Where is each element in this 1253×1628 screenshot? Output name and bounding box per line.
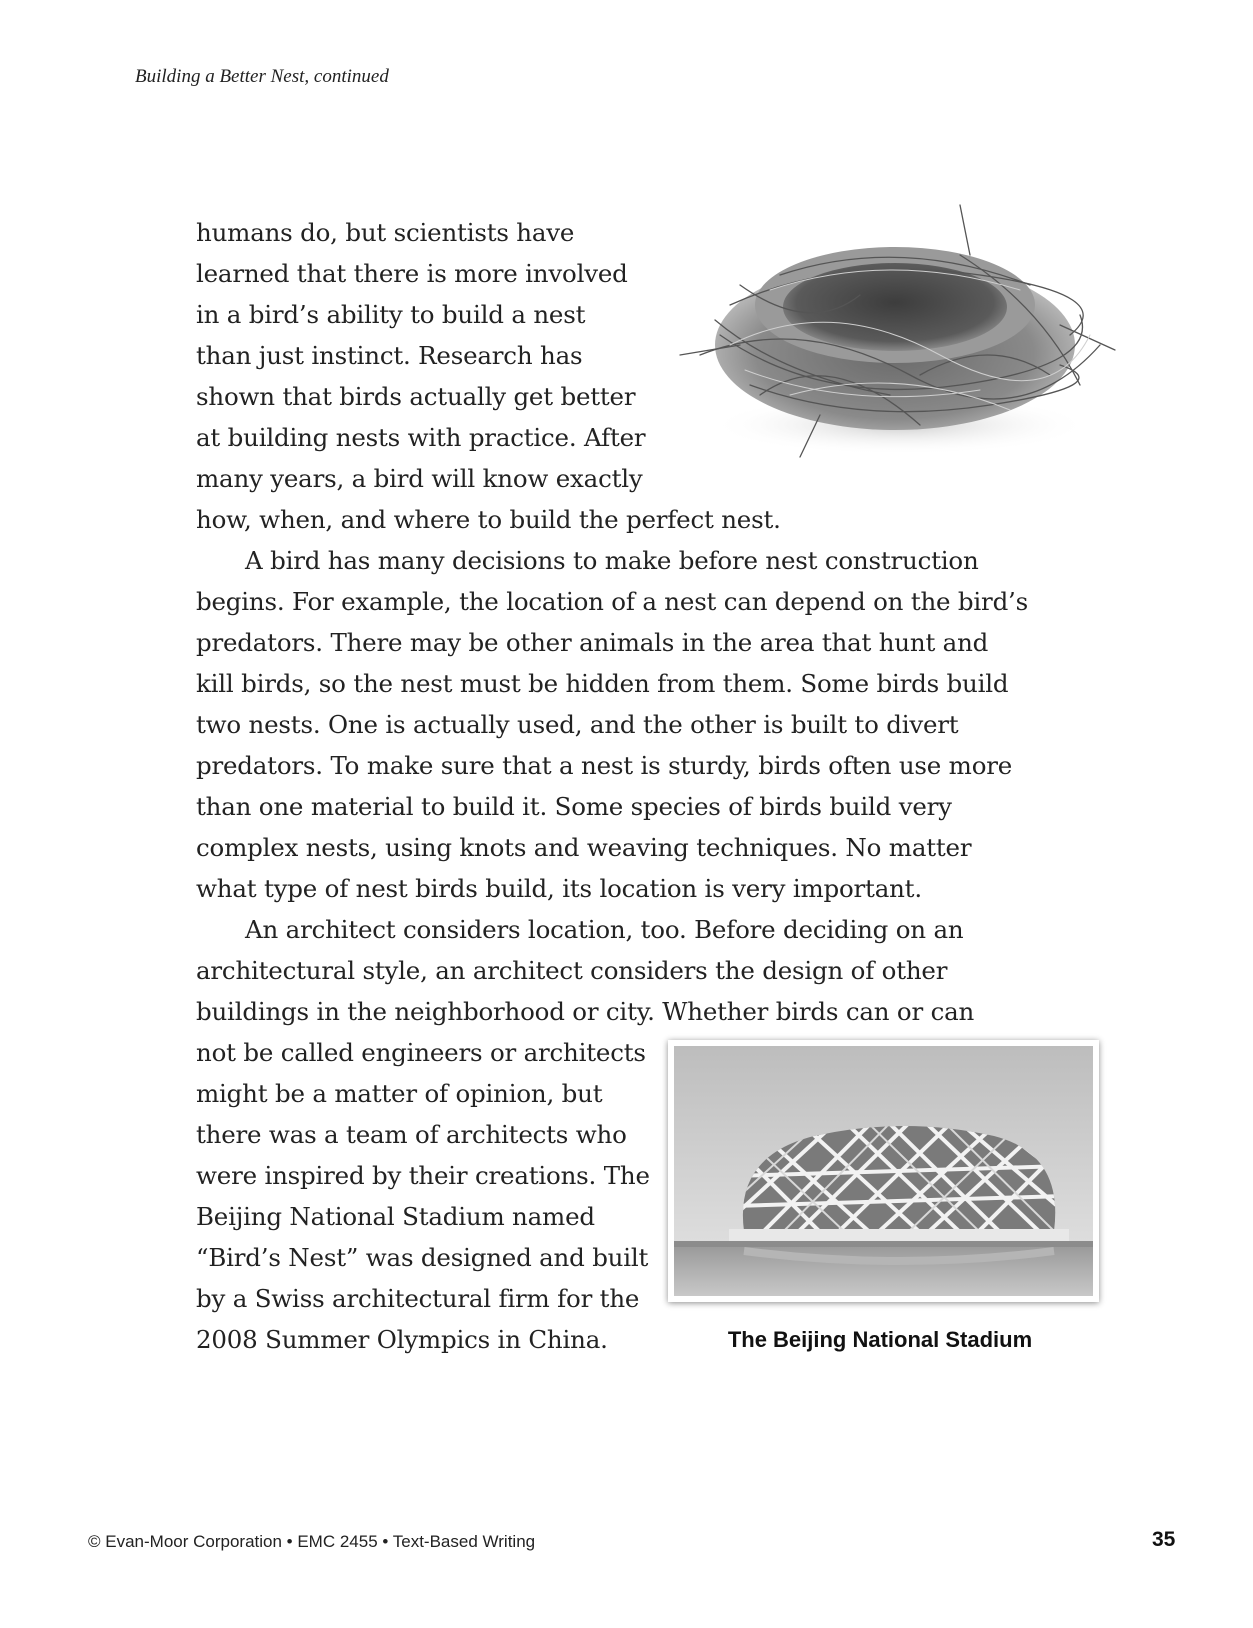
text-line: buildings in the neighborhood or city. Whether birds can or can [196,997,975,1026]
text-line: at building nests with practice. After [196,423,646,452]
text-line: architectural style, an architect considers the design of other [196,956,948,985]
stadium-photo [668,1040,1099,1302]
text-line: “Bird’s Nest” was designed and built [196,1243,649,1272]
text-line: complex nests, using knots and weaving techniques. No matter [196,833,972,862]
text-line: kill birds, so the nest must be hidden from them. Some birds build [196,669,1009,698]
text-line: in a bird’s ability to build a nest [196,300,586,329]
text-line: how, when, and where to build the perfect nest. [196,505,781,534]
text-line: Beijing National Stadium named [196,1202,595,1231]
text-line: two nests. One is actually used, and the other is built to divert [196,710,959,739]
text-line: 2008 Summer Olympics in China. [196,1325,608,1354]
text-line: were inspired by their creations. The [196,1161,650,1190]
text-line: learned that there is more involved [196,259,628,288]
text-line: predators. To make sure that a nest is sturdy, birds often use more [196,751,1013,780]
text-line: there was a team of architects who [196,1120,627,1149]
text-line: A bird has many decisions to make before nest construction [245,546,979,575]
text-line: might be a matter of opinion, but [196,1079,603,1108]
figure-caption: The Beijing National Stadium [727,1327,1033,1352]
text-line: not be called engineers or architects [196,1038,646,1067]
running-head: Building a Better Nest, continued [135,66,389,87]
page-number: 35 [1152,1528,1176,1551]
text-line: begins. For example, the location of a nest can depend on the bird’s [196,587,1029,616]
text-line: what type of nest birds build, its location is very important. [196,874,922,903]
text-line: than one material to build it. Some species of birds build very [196,792,952,821]
footer-credit: © Evan-Moor Corporation • EMC 2455 • Text-Based Writing [88,1532,536,1551]
text-line: predators. There may be other animals in the area that hunt and [196,628,989,657]
text-line: by a Swiss architectural firm for the [196,1284,640,1313]
text-line: An architect considers location, too. Before deciding on an [245,915,964,944]
text-line: than just instinct. Research has [196,341,583,370]
text-line: humans do, but scientists have [196,218,575,247]
stadium-illustration [674,1046,1093,1296]
text-line: shown that birds actually get better [196,382,636,411]
text-line: many years, a bird will know exactly [196,464,643,493]
